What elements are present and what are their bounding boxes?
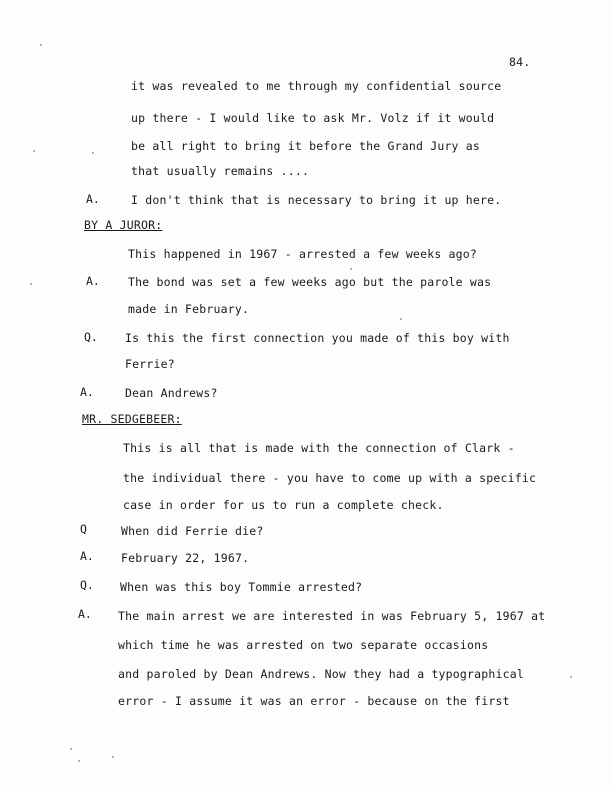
text-line: made in February. — [128, 302, 250, 316]
text-line: it was revealed to me through my confidential source — [131, 79, 502, 93]
speaker-label: A. — [78, 607, 92, 621]
text-line: error - I assume it was an error - because on the first — [118, 694, 510, 708]
scan-speck — [40, 44, 42, 46]
section-heading: BY A JUROR: — [84, 218, 163, 232]
speaker-label: A. — [86, 274, 100, 288]
text-line: This happened in 1967 - arrested a few weeks ago? — [128, 247, 478, 261]
text-line: which time he was arrested on two separate occasions — [118, 638, 489, 652]
speaker-label: Q — [80, 522, 87, 536]
speaker-label: A. — [86, 192, 100, 206]
scan-speck — [30, 283, 32, 285]
text-line: that usually remains .... — [131, 164, 310, 178]
scan-speck — [33, 150, 35, 152]
speaker-label: A. — [80, 549, 94, 563]
text-line: The main arrest we are interested in was February 5, 1967 at — [118, 609, 546, 623]
scan-speck — [350, 268, 352, 270]
scan-speck — [78, 760, 80, 762]
scan-speck — [112, 756, 114, 758]
text-line: I don't think that is necessary to bring it up here. — [131, 193, 502, 207]
text-line: When did Ferrie die? — [121, 524, 264, 538]
scan-speck — [92, 152, 94, 154]
scan-speck — [400, 318, 402, 320]
section-heading: MR. SEDGEBEER: — [82, 412, 182, 426]
speaker-label: Q. — [80, 578, 94, 592]
text-line: up there - I would like to ask Mr. Volz if it would — [131, 111, 495, 125]
text-line: When was this boy Tommie arrested? — [120, 580, 363, 594]
page-number: 84. — [509, 55, 531, 69]
text-line: This is all that is made with the connection of Clark - — [123, 441, 515, 455]
speaker-label: Q. — [84, 330, 98, 344]
text-line: The bond was set a few weeks ago but the parole was — [128, 275, 492, 289]
text-line: and paroled by Dean Andrews. Now they had a typographical — [118, 667, 525, 681]
text-line: case in order for us to run a complete check. — [123, 498, 444, 512]
text-line: Dean Andrews? — [125, 386, 218, 400]
text-line: Ferrie? — [125, 357, 175, 371]
scan-speck — [570, 676, 572, 678]
speaker-label: A. — [80, 385, 94, 399]
text-line: February 22, 1967. — [121, 551, 250, 565]
text-line: Is this the first connection you made of this boy with — [125, 331, 510, 345]
text-line: the individual there - you have to come up with a specific — [123, 471, 537, 485]
scan-speck — [70, 748, 72, 750]
text-line: be all right to bring it before the Grand Jury as — [131, 139, 481, 153]
